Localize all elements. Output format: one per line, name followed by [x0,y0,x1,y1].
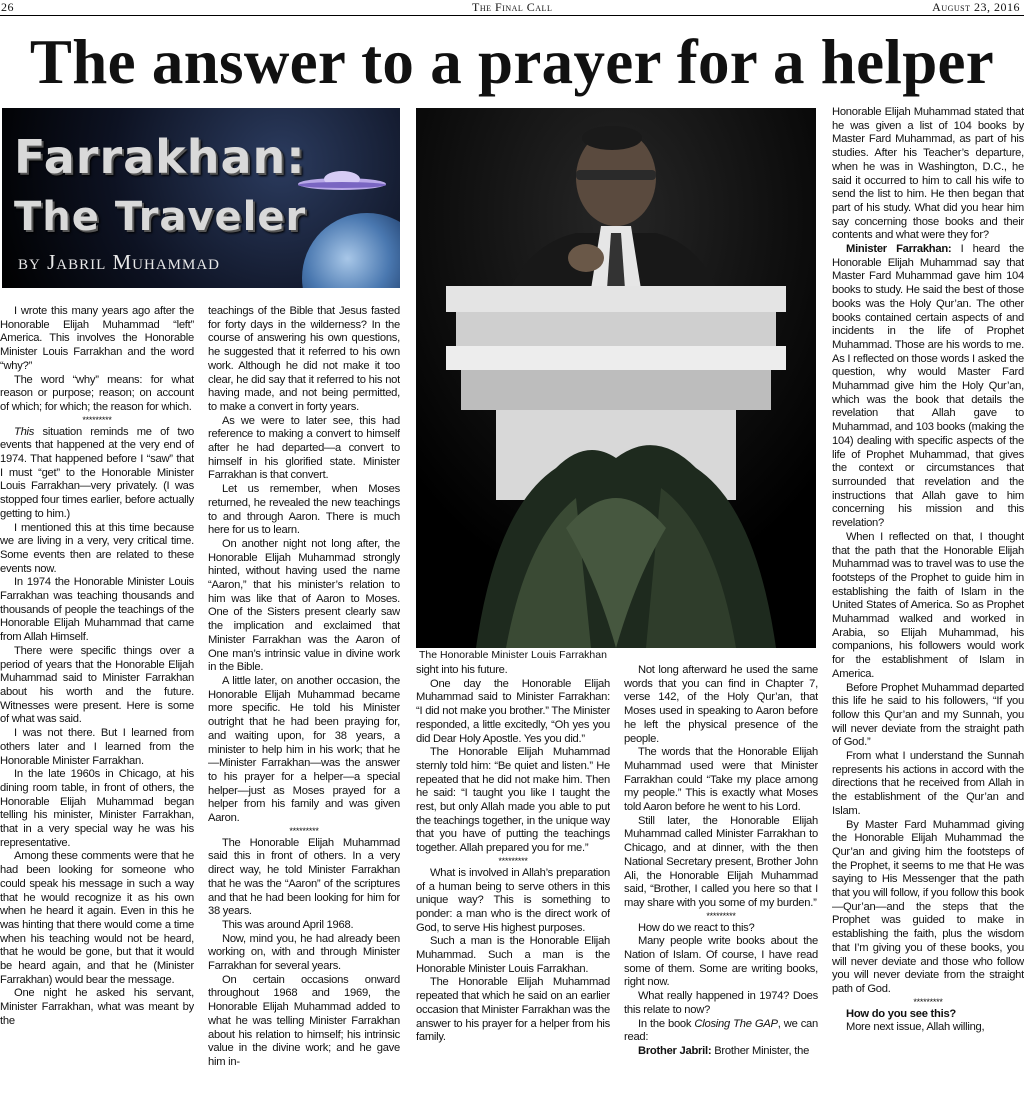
speaker-photo [416,108,816,648]
article-column-1 [0,305,194,1108]
earth-graphic [302,213,400,288]
page-number: 26 [1,0,14,14]
article-column-2 [208,305,400,1108]
paragraph: Many people write books about the Nation of Islam. Of course, I have read some of them. Some are writing books, right now. [624,935,818,989]
paragraph: This situation reminds me of two events that happened at the very end of 1974. That happened before I “saw” that I must “get” to the Honorable Minister Louis Farrakhan—very privately. (I was stopped four times earlier, before actually getting to him.) [0,425,194,520]
issue-date: August 23, 2016 [932,0,1020,14]
paragraph: From what I understand the Sunnah represents his actions in accord with the directions that he received from Allah in the establishment of the Qur’an and Islam. [832,750,1024,817]
paragraph: In 1974 the Honorable Minister Louis Farrakhan was teaching thousands and thousands of people the teachings of the Honorable Elijah Muhammad that came from Allah Himself. [0,576,194,644]
paragraph: The Honorable Elijah Muhammad repeated that which he said on an earlier occasion that Minister Farrakhan was the answer to his prayer for a helper from his family. [416,976,610,1044]
paragraph: As we were to later see, this had reference to making a convert to himself after he had departed—a convert to himself in his glorified state. Minister Farrakhan is that convert. [208,414,400,482]
logo-title-line2: The Traveler [14,194,307,240]
article-column-5 [832,106,1024,1108]
paragraph: sight into his future. [416,664,508,676]
paragraph: I wrote this many years ago after the Honorable Elijah Muhammad “left” America. This involves the Honorable Minister Louis Farrakhan and the word “why?” [0,305,194,372]
paragraph: By Master Fard Muhammad giving the Honorable Elijah Muhammad the Qur’an and giving him the footsteps of the Prophet, it seems to me that He was saying to His Messenger that the path that you will follow, if you follow this book—Qur’an—and the steps that the Prophet was guided to make in establishing the faith, plus the wisdom that I’m giving you of these books, you will never deviate and those who follow you will never deviate from the straight path of God. [832,818,1024,995]
paragraph: One night he asked his servant, Minister Farrakhan, what was meant by the [0,987,194,1027]
article-column-4 [624,664,818,1108]
paragraph: More next issue, Allah willing, [846,1021,985,1034]
page-header [0,0,1024,16]
paragraph: Minister Farrakhan: I heard the Honorable Elijah Muhammad say that Master Fard Muhammad gave him 104 books to study. He said the best of those books was the Holy Qur’an. The other books contained certain aspects of and incidents in the life of Prophet Muhammad. Those are his words to me. As I reflected on those words I asked the question, why would Master Fard Muhammad give him the Holy Qur’an, which was the book that details the revelation that Allah gave to Muhammad, and 103 books (making the 104) dealing with specific aspects of the life of Prophet Muhammad, that gives the context or circumstances that surrounded that revelation and the instructions that Allah gave to him concerning his mission and this revelation? [832,243,1024,530]
header-rule [0,15,1024,16]
ufo-icon [297,170,387,192]
paragraph: In the late 1960s in Chicago, at his dining room table, in front of others, the Honorable Elijah Muhammad began telling his minister, Minister Farrakhan, that in a very special way he was his representative. [0,768,194,849]
paragraph: What really happened in 1974? Does this relate to now? [624,990,818,1016]
paragraph: teachings of the Bible that Jesus fasted for forty days in the wilderness? In the course of answering his own questions, he suggested that it referred to his own work. Although he did not make it too clear, he did say that it referred to his not having made, and not being permitted, to make a convert in forty years. [208,305,400,413]
paragraph: There were specific things over a period of years that the Honorable Elijah Muhammad said to Minister Farrakhan about his worth and the future. Witnesses were present. Here is some of what was said. [0,644,194,726]
paragraph: Honorable Elijah Muhammad stated that he was given a list of 104 books by Master Fard Muhammad, as part of his studies. After his Teacher’s departure, when he was in Washington, D.C., he said it occurred to him to call his wife to send the list to him. He then began that part of his study. What did you hear him say concerning those books and their contents and what were they for? [832,106,1024,242]
paragraph: When I reflected on that, I thought that the path that the Honorable Elijah Muhammad was to travel was to use the footsteps of the Prophet to guide him in establishing the faith of Islam in the United States of America. So as Prophet Muhammad walked and worked in Arabia, so Elijah Muhammad, his companions, his followers would work for the establishment of Islam in America. [832,530,1024,680]
paragraph: How do you see this? [846,1007,956,1020]
paragraph: The Honorable Elijah Muhammad sternly told him: “Be quiet and listen.” He repeated that he did not make him. Then he said: “I taught you like I taught the rest, but only Allah made you able to put the teachings together, in the unique way that you have of putting the teachings together. Allah prepared you for me.” [416,746,610,855]
paragraph: Let us remember, when Moses returned, he revealed the new teachings to and through Aaron. There is much here for us to learn. [208,483,400,537]
paragraph: One day the Honorable Elijah Muhammad said to Minister Farrakhan: “I did not make you brother.” The Minister responded, a little excitedly, “Oh yes you did Dear Holy Apostle. Yes you did.” [416,677,610,745]
paragraph: The Honorable Elijah Muhammad said this in front of others. In a very direct way, he told Minister Farrakhan that he was the “Aaron” of the scriptures and that he had been looking for him for 38 years. [208,836,400,918]
paragraph: I was not there. But I learned from others later and I learned from the Honorable Minister Farrakhan. [0,727,194,767]
paragraph: Among these comments were that he had been looking for someone who could speak his message in such a way that he would recognize it as his own when he heard it again. Even in this he was hinting that there would come a time when his teaching would not be heard, that he would be gone, but that it would be heard again, and that he (Minister Farrakhan) would bear the message. [0,850,194,986]
headline: The answer to a prayer for a helper [29,27,995,97]
paragraph: The word “why” means: for what reason or purpose; reason; on account of which; for which; the reason for which. [0,373,194,413]
article-column-3 [416,664,610,1108]
section-separator: ********* [498,855,528,866]
paragraph: On another night not long after, the Honorable Elijah Muhammad strongly hinted, without having used the name “Aaron,” that his minister’s relation to him was like that of Aaron to Moses. One of the Sisters present clearly saw the implication and exclaimed that Minister Farrakhan was the Aaron of One man’s intrinsic value in divine work in the Bible. [208,537,400,674]
section-separator: ********* [82,414,112,425]
paragraph: On certain occasions onward throughout 1968 and 1969, the Honorable Elijah Muhammad added to what he was telling Minister Farrakhan about his relation to himself; his intrinsic value in the divine work; and he gave him in- [208,973,400,1068]
paragraph: I mentioned this at this time because we are living in a very, very critical time. Some events then are related to these events now. [0,521,194,575]
paragraph: Brother Jabril: Brother Minister, the [638,1044,810,1057]
section-separator: ********* [913,996,943,1007]
paragraph: In the book Closing The GAP, we can read: [624,1017,818,1044]
paper-name: The Final Call [472,0,553,14]
paragraph: Still later, the Honorable Elijah Muhammad called Minister Farrakhan to Chicago, and at dinner, with the then National Secretary present, Brother John Ali, the Honorable Elijah Muhammad said, “Brother, I called you here so that I may share with you some of my burden.” [624,814,818,909]
byline: by Jabril Muhammad [18,250,221,274]
paragraph: What is involved in Allah’s preparation of a human being to serve others in this unique way? This is something to ponder: a man who is the direct work of God, to serve His highest purposes. [416,866,610,934]
photo-illustration [416,108,816,648]
paragraph: Now, mind you, he had already been working on, with and through Minister Farrakhan for several years. [208,932,400,973]
paragraph: This was around April 1968. [222,918,354,931]
logo-title-line1: Farrakhan: [14,130,306,184]
paragraph: How do we react to this? [638,921,755,934]
column-logo [2,108,400,288]
section-separator: ********* [289,825,319,836]
paragraph: Such a man is the Honorable Elijah Muhammad. Such a man is the Honorable Minister Louis Farrakhan. [416,935,610,975]
paragraph: Before Prophet Muhammad departed this life he said to his followers, “If you follow this Qur’an and my Sunnah, you will never deviate from the straight path of God.” [832,681,1024,749]
paragraph: A little later, on another occasion, the Honorable Elijah Muhammad became more specific. He told his Minister outright that he had been praying for, and waiting upon, for 38 years, a minister to help him in his work; that he—Minister Farrakhan—was the answer to his prayer for a helper—a special helper—just as Moses prayed for a helper from his family and was given Aaron. [208,674,400,825]
paragraph: Not long afterward he used the same words that you can find in Chapter 7, verse 142, of the Holy Qur’an, that Moses used in speaking to Aaron before he left the physical presence of the people. [624,664,818,745]
photo-caption: The Honorable Minister Louis Farrakhan [419,649,607,661]
section-separator: ********* [706,910,736,921]
paragraph: The words that the Honorable Elijah Muhammad used were that Minister Farrakhan could “Take my place among my people.” This is exactly what Moses told Aaron before he went to his Lord. [624,746,818,814]
